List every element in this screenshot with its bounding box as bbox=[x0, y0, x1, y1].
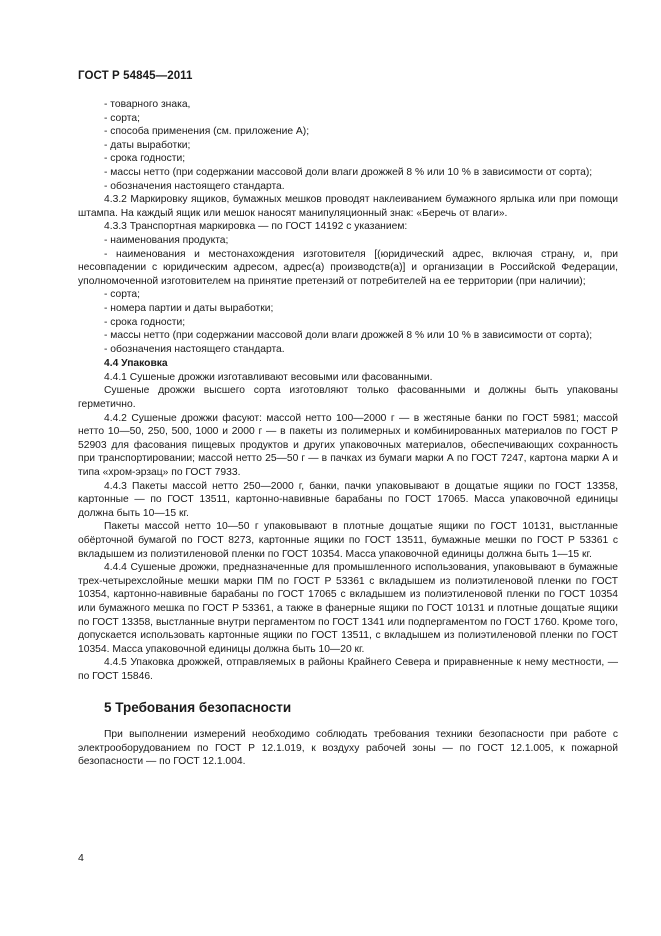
paragraph: - товарного знака, bbox=[104, 99, 191, 110]
paragraph: - массы нетто (при содержании массовой доли влаги дрожжей 8 % или 10 % в зависимости от сорта); bbox=[104, 166, 593, 178]
paragraph: - номера партии и даты выработки; bbox=[104, 302, 274, 314]
section-heading: 5 Требования безопасности bbox=[104, 699, 292, 715]
paragraph: - наименования продукта; bbox=[104, 234, 229, 246]
paragraph: Сушеные дрожжи высшего сорта изготовляют только фасованными и должны быть упакованы герметично. bbox=[78, 385, 618, 411]
paragraph: 4.4.3 Пакеты массой нетто 250—2000 г, банки, пачки упаковывают в дощатые ящики по ГОСТ 13358, картонные — по ГОСТ 13511, картонно-навивные барабаны по ГОСТ 17065. Масса упаковочной единицы должна быть 10—15 кг. bbox=[78, 480, 618, 519]
paragraph: - обозначения настоящего стандарта. bbox=[104, 343, 285, 355]
paragraph: При выполнении измерений необходимо соблюдать требования техники безопасности при работе с электрооборудованием по ГОСТ Р 12.1.019, к воздуху рабочей зоны — по ГОСТ 12.1.005, к пожарной безопасности — по ГОСТ 12.1.004. bbox=[78, 729, 618, 768]
paragraph: 4.4.4 Сушеные дрожжи, предназначенные для промышленного использования, упаковывают в бумажные трех-четырехслойные мешки марки ПМ по ГОСТ Р 53361 с вкладышем из полиэтиленовой пленки по ГОСТ 10354, картонно-навивные барабаны по ГОСТ 17065 с вкладышем из полиэтиленовой пленки по ГОСТ 10354 или бумажного мешка по ГОСТ Р 53361, а также в фанерные ящики по ГОСТ 10131 и плотные дощатые ящики по ГОСТ 13358, выстланные внутри пергаментом по ГОСТ 1341 или подпергаментом по ГОСТ 1760. Кроме того, допускается использовать картонные ящики по ГОСТ 13511, с вкладышем из полиэтиленовой пленки по ГОСТ 10354. Масса упаковочной единицы должна быть 10—20 кг. bbox=[78, 562, 618, 655]
paragraph: 4.4.2 Сушеные дрожжи фасуют: массой нетто 100—2000 г — в жестяные банки по ГОСТ 5981; массой нетто 10—50, 250, 500, 1000 и 2000 г — в пакеты из полимерных и комбинированных материалов по ГОСТ Р 52903 для фасования пищевых продуктов и других упаковочных материалов, обеспечивающих сохранность при транспортировании; массой нетто 25—50 г — в пачках из бумаги марки А по ГОСТ 7247, картона марки А и типа «хром-эрзац» по ГОСТ 7933. bbox=[78, 412, 618, 479]
paragraph: - способа применения (см. приложение А); bbox=[104, 126, 310, 138]
paragraph: - сорта; bbox=[104, 112, 140, 124]
paragraph: 4.3.3 Транспортная маркировка — по ГОСТ 14192 с указанием: bbox=[104, 221, 408, 233]
paragraph: - обозначения настоящего стандарта. bbox=[104, 180, 285, 192]
paragraph: - срока годности; bbox=[104, 316, 186, 328]
paragraph: - массы нетто (при содержании массовой доли влаги дрожжей 8 % или 10 % в зависимости от сорта); bbox=[104, 330, 593, 342]
paragraph: - наименования и местонахождения изготовителя [(юридический адрес, включая страну, и, при несовпадении с юридическим адресом, адрес(а) производств(а)] и организации в Российской Федерации, уполномоченной изготовителем на принятие претензий от потребителей на ее территории (при наличии); bbox=[78, 248, 618, 287]
document-header: ГОСТ Р 54845—2011 bbox=[78, 70, 193, 82]
paragraph: - срока годности; bbox=[104, 153, 186, 165]
paragraph: 4.4.5 Упаковка дрожжей, отправляемых в районы Крайнего Севера и приравненные к нему местности, — по ГОСТ 15846. bbox=[78, 657, 618, 682]
paragraph: 4.3.2 Маркировку ящиков, бумажных мешков проводят наклеиванием бумажного ярлыка или при помощи штампа. На каждый ящик или мешок наносят манипуляционный знак: «Беречь от влаги». bbox=[78, 194, 618, 219]
paragraph: 4.4.1 Сушеные дрожжи изготавливают весовыми или фасованными. bbox=[104, 371, 433, 383]
paragraph: - даты выработки; bbox=[104, 139, 191, 151]
paragraph: - сорта; bbox=[104, 289, 140, 301]
subsection-heading: 4.4 Упаковка bbox=[104, 358, 168, 370]
page-number: 4 bbox=[78, 852, 84, 864]
document-body bbox=[78, 98, 618, 769]
paragraph: Пакеты массой нетто 10—50 г упаковывают в плотные дощатые ящики по ГОСТ 10131, выстланные обёрточной бумагой по ГОСТ 8273, картонные ящики по ГОСТ 13511, бумажные мешки по ГОСТ Р 53361 с вкладышем из полиэтиленовой пленки по ГОСТ 10354. Масса упаковочной единицы должна быть 1—15 кг. bbox=[78, 521, 618, 560]
